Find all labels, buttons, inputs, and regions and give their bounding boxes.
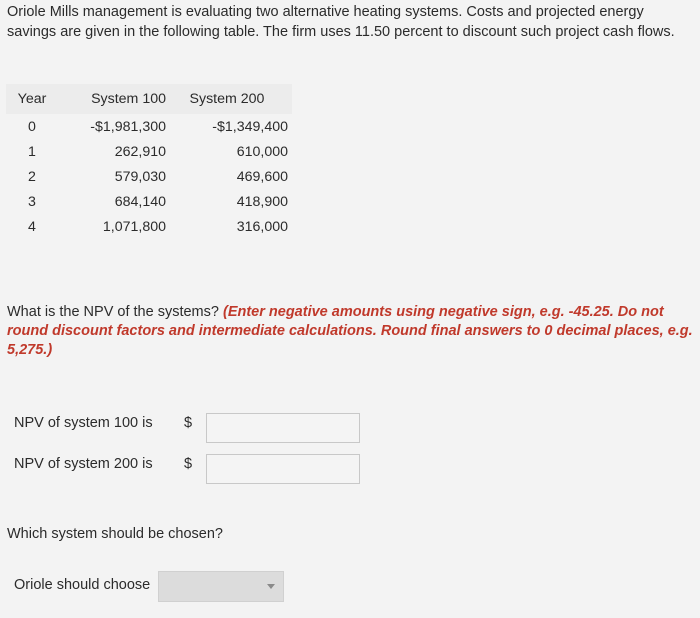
- system-100-cell: 684,140: [114, 193, 166, 210]
- system-choice-select[interactable]: [158, 571, 284, 602]
- table-row: [6, 214, 292, 239]
- system-100-cell: 262,910: [114, 143, 166, 160]
- problem-intro: Oriole Mills management is evaluating two alternative heating systems. Costs and projected energy savings are given in the following table. The firm uses 11.50 percent to discount such project cash flows.: [7, 4, 675, 40]
- year-cell: 3: [28, 193, 36, 210]
- npv-system-200-input[interactable]: [206, 454, 360, 484]
- npv-100-label: NPV of system 100 is: [14, 415, 153, 431]
- npv-200-currency: $: [184, 456, 193, 472]
- year-cell: 1: [28, 143, 36, 160]
- year-cell: 4: [28, 218, 36, 235]
- year-cell: 0: [28, 118, 36, 135]
- choice-label: Oriole should choose: [14, 577, 151, 593]
- chevron-down-icon: [267, 584, 275, 589]
- table-header-row: [6, 84, 292, 114]
- question-text: What is the NPV of the systems?: [7, 304, 223, 320]
- npv-system-100-input[interactable]: [206, 413, 360, 443]
- header-system-100: System 100: [58, 84, 166, 114]
- system-200-cell: -$1,349,400: [212, 118, 288, 135]
- system-100-cell: -$1,981,300: [90, 118, 166, 135]
- table-row: [6, 164, 292, 189]
- system-200-cell: 316,000: [236, 218, 288, 235]
- year-cell: 2: [28, 168, 36, 185]
- npv-100-currency: $: [184, 415, 193, 431]
- system-100-cell: 1,071,800: [102, 218, 166, 235]
- system-200-cell: 418,900: [236, 193, 288, 210]
- header-system-200: System 200: [166, 84, 292, 114]
- cash-flow-table: [6, 84, 292, 239]
- header-year: Year: [6, 84, 58, 114]
- table-row: [6, 114, 292, 139]
- system-200-cell: 469,600: [236, 168, 288, 185]
- question-instructions: (Enter negative amounts using negative sign, e.g. -45.25. Do not round discount factors and intermediate calculations. Round final answers to 0 decimal places, e.g. 5,275.): [7, 304, 693, 358]
- table-row: [6, 139, 292, 164]
- system-100-cell: 579,030: [114, 168, 166, 185]
- npv-question: [7, 303, 695, 360]
- choice-question: Which system should be chosen?: [7, 526, 223, 542]
- npv-200-label: NPV of system 200 is: [14, 456, 153, 472]
- system-200-cell: 610,000: [236, 143, 288, 160]
- table-row: [6, 189, 292, 214]
